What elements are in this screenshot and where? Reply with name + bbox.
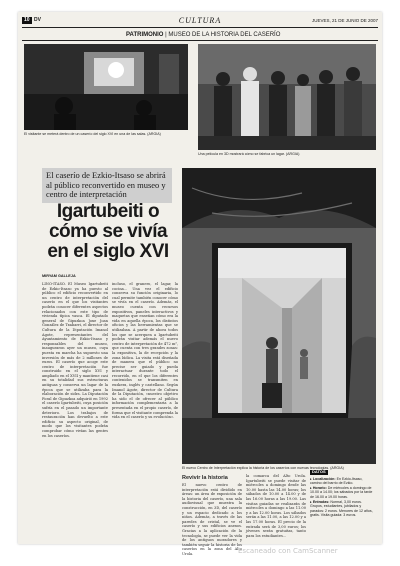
subsection-rule xyxy=(22,40,378,41)
article-column-4 xyxy=(246,474,306,536)
photo-house-interior xyxy=(24,44,188,130)
info-location-label: Localización: xyxy=(312,476,336,481)
photo-interpretation-center-image xyxy=(182,168,376,464)
page-number: 10 xyxy=(24,17,30,23)
photo-visitors xyxy=(198,44,376,150)
subsection-description: MUSEO DE LA HISTORIA DEL CASERÍO xyxy=(168,32,281,38)
photo-house-interior-caption: El visitante se meterá dentro de un caserío del siglo XVI en una de las salas. (ARGIA) xyxy=(24,132,161,136)
photo-house-interior-image xyxy=(24,44,188,130)
info-box-title: DATOS xyxy=(312,469,326,474)
article-column-3-text: El nuevo centro de interpretación está dividido en áreas: un área de exposición de la historia del caserío, una sala audiovisual que muestra la construcción, en 3D, del caserío y un espacio dedicado a los niños. Además, a través de las paredes de cristal, se ve el caserío y sus edificios anexos. Gracias a la aplicación de la tecnología, se puede ver la vida de los antiguos moradores y también seguir la historia de los caseríos en la zona del Alto Urola. xyxy=(182,483,242,556)
page-header xyxy=(22,16,378,26)
info-hours-label: Horario: xyxy=(312,485,327,490)
article-column-4-text: la comarca del Alto Urola. Igartubeiti se puede visitar de miércoles a domingo desde las 10.00 hasta las 14.00 horas; los sábados de 10.00 a 14.00 y de las 16.00 horas a las 19.00. Las visitas guiadas se realizarán de miércoles a domingo a las 11.00 y a las 12.00 horas. Los sábados serán a las 11.00, a las 12.00 y a las 17.00 horas. El precio de la entrada será de 3,00 euros; los jóvenes serán gratuitas, tanto para los estudiantes... xyxy=(246,474,306,538)
photo-visitors-image xyxy=(198,44,376,150)
publication-name: DV xyxy=(34,17,41,23)
article-headline: Igartubeiti o cómo se vivía en el siglo XVI xyxy=(47,201,169,262)
header-rule xyxy=(22,27,378,28)
photo-interpretation-center xyxy=(182,168,376,464)
info-price-text: Normal, 3,00 euros. Grupos, estudiantes, jubilados y parados: 2 euros. Menores de 12 años, gratis. Visita guiada: 3 euros. xyxy=(310,499,373,518)
issue-date: JUEVES, 21 DE JUNIO DE 2007 xyxy=(311,18,378,23)
article-column-2-text: incluso, el granero, el lagar, la cocina... Una vez el edificio conserva su función originaria, lo cual permite también conocer cómo se vivía en el caserío. Además, el museo cuenta con recursos expositivos, paneles interactivos y maquetas que enseñan cómo era la vida en aquella época, los distintos oficios y las herramientas que se utilizaban. A partir de ahora todos los que se acerquen a Igartubeiti podrán visitar además el nuevo centro de interpretación de 472 m², que cuenta con tres grandes zonas: la expositiva, la de recepción y la zona lúdica. La visita está diseñada de manera que el público no precise ser guiado y pueda interactuar durante todo el recorrido, en el que los diferentes contenidos se transmiten en euskera, inglés y castellano. Según Imanol Agote, director de Cultura de la Diputación, «nuestro objetivo ha sido el de ofrecer al público información complementaria a la presentada en el propio caserío, de forma que el visitante comprenda la vida en el caserío y su evolución». xyxy=(112,282,178,420)
article-column-1-text: LINO-ITASO. El Museo Igartubeiti de Ezkio-Itsaso ya ha puesto al público el edificio reconvertido en un centro de interpretación del caserío en el que los visitantes podrán conocer diferentes aspectos relacionados con este tipo de vivienda típica vasca. El diputado general de Gipuzkoa Joxe Joan González de Txabarri, el director de Cultura de la Diputación Imanol Agote, representantes del Ayuntamiento de Ezkio-Itsaso y responsables del museo, inauguraron ayer un museo, cuya puesta en marcha ha supuesto una inversión de más de 2 millones de euros. El caserío que acoge este centro de interpretación fue construido en el siglo XVI y ampliado en el XVII y mantiene casi en su totalidad sus estructuras antiguas y conserva un lagar de la época que se utilizaba para la elaboración de sidra. La Diputación Foral de Gipuzkoa adquirió en 1992 el caserío Igartubeiti, cuya posición sufría en el pasado un importante deterioro. Los trabajos de restauración han devuelto a este edificio su aspecto original, de modo que los visitantes podrán comprobar cómo vivían las gentes en los caseríos. xyxy=(42,282,108,438)
article-column-2 xyxy=(112,282,178,536)
info-price-label: Entradas: xyxy=(312,499,330,504)
article-deck: El caserío de Ezkio-Itsaso se abrirá al público reconvertido en museo y centro de interpretación xyxy=(42,168,172,203)
info-hours: ▸ Horario: De miércoles a domingo de 10.00 a 14.00; los sábados por la tarde de 16.00 a 19.00 horas. xyxy=(310,485,373,499)
info-price: ▸ Entradas: Normal, 3,00 euros. Grupos, estudiantes, jubilados y parados: 2 euros. Menores de 12 años, gratis. Visita guiada: 3 euros. xyxy=(310,499,373,518)
article-column-1 xyxy=(42,282,108,536)
article-byline: MIRYAM GALLEJA xyxy=(42,274,76,278)
info-location-text: En Ezkio-Itsaso, camino del barrio de Ezkio. xyxy=(310,476,363,486)
photo-visitors-caption: Una película en 3D mostrará cómo se fabrica un lagar. (ARGIA) xyxy=(198,152,300,156)
subsection-label: PATRIMONIO | MUSEO DE LA HISTORIA DEL CASERÍO xyxy=(126,32,281,38)
info-box xyxy=(310,470,374,528)
scanner-watermark: Escaneado con CamScanner xyxy=(238,547,338,555)
article-column-3 xyxy=(182,474,242,556)
photo-interpretation-center-caption: El nuevo Centro de Interpretación explica la historia de los caseríos con nuevas tecnologías. (ARGIA) xyxy=(182,466,344,470)
section-title: CULTURA xyxy=(178,16,222,25)
info-hours-text: De miércoles a domingo de 10.00 a 14.00; los sábados por la tarde de 16.00 a 19.00 horas. xyxy=(310,485,373,499)
subsection-name: PATRIMONIO xyxy=(126,32,164,38)
info-location: ▸ Localización: En Ezkio-Itsaso, camino del barrio de Ezkio. xyxy=(310,476,363,486)
article-subhead: Revivir la historia xyxy=(182,475,228,481)
